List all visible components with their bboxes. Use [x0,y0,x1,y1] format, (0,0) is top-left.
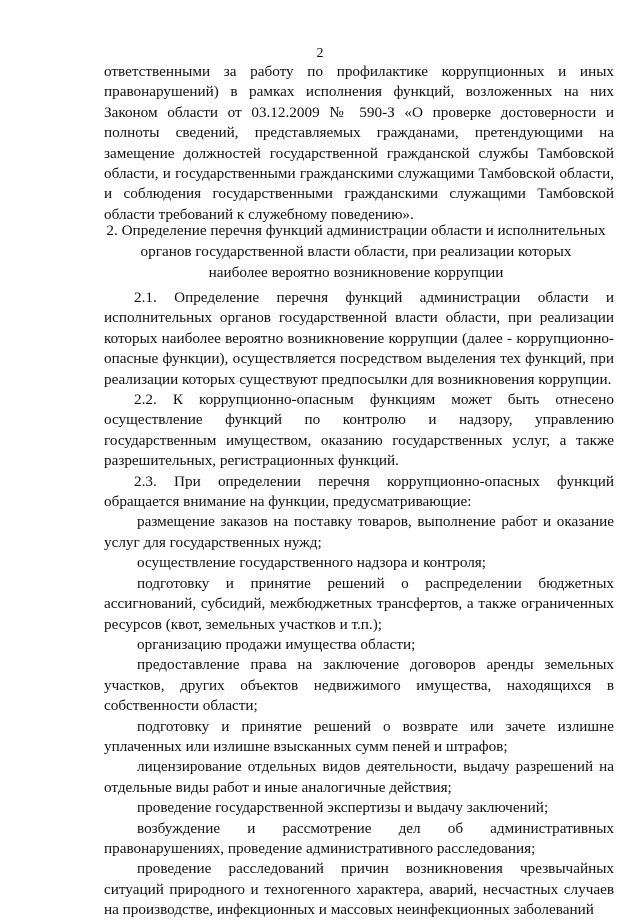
section-heading-line-2: органов государственной власти области, при реализации которых [140,243,572,260]
paragraph-2-1: 2.1. Определение перечня функций администрации области и исполнительных органов государственной власти области, при реализации которых наиболее вероятно возникновение коррупции (далее - коррупционно-опасные функции), осуществляется посредством выделения тех функций, при реализации которых существуют предпосылки для возникновения коррупции. [104,289,614,388]
section-heading [96,220,616,283]
list-item: возбуждение и рассмотрение дел об административных правонарушениях, проведение административного расследования; [104,819,614,857]
intro-paragraph-block [104,62,614,225]
list-item: размещение заказов на поставку товаров, выполнение работ и оказание услуг для государственных нужд; [104,513,614,551]
list-item: подготовку и принятие решений о распределении бюджетных ассигнований, субсидий, межбюджетных трансфертов, а также ограниченных ресурсов (квот, земельных участков и т.п.); [104,574,614,633]
intro-paragraph: ответственными за работу по профилактике коррупционных и иных правонарушений) в рамках исполнения функций, возложенных на них Законом области от 03.12.2009 № 590-З «О проверке достоверности и полноты сведений, представляемых гражданами, претендующими на замещение должностей государственной гражданской службы Тамбовской области, и государственными гражданскими служащими Тамбовской области, и соблюдения государственными гражданскими служащими Тамбовской области требований к служебному поведению». [104,63,614,223]
paragraph-2-2: 2.2. К коррупционно-опасным функциям может быть отнесено осуществление функций по контролю и надзору, управлению государственным имуществом, оказанию государственных услуг, а также разрешительных, регистрационных функций. [104,391,614,470]
body-text [104,288,614,921]
page-number: 2 [316,46,324,61]
list-item: организацию продажи имущества области; [137,635,416,653]
list-item: проведение государственной экспертизы и выдачу заключений; [137,799,549,817]
list-item: предоставление права на заключение договоров аренды земельных участков, других объектов недвижимого имущества, находящихся в собственности области; [104,656,614,715]
list-item: проведение расследований причин возникновения чрезвычайных ситуаций природного и техногенного характера, аварий, несчастных случаев на производстве, инфекционных и массовых неинфекционных заболеваний [104,860,614,919]
list-item: подготовку и принятие решений о возврате или зачете излишне уплаченных или излишне взысканных сумм пеней и штрафов; [104,717,614,755]
section-heading-line-1: 2. Определение перечня функций администрации области и исполнительных [106,222,606,239]
list-item: осуществление государственного надзора и контроля; [137,554,486,572]
list-item: лицензирование отдельных видов деятельности, выдачу разрешений на отдельные виды работ и иные аналогичные действия; [104,758,614,796]
section-heading-line-3: наиболее вероятно возникновение коррупции [208,264,504,281]
paragraph-2-3: 2.3. При определении перечня коррупционно-опасных функций обращается внимание на функции, предусматривающие: [104,472,614,511]
